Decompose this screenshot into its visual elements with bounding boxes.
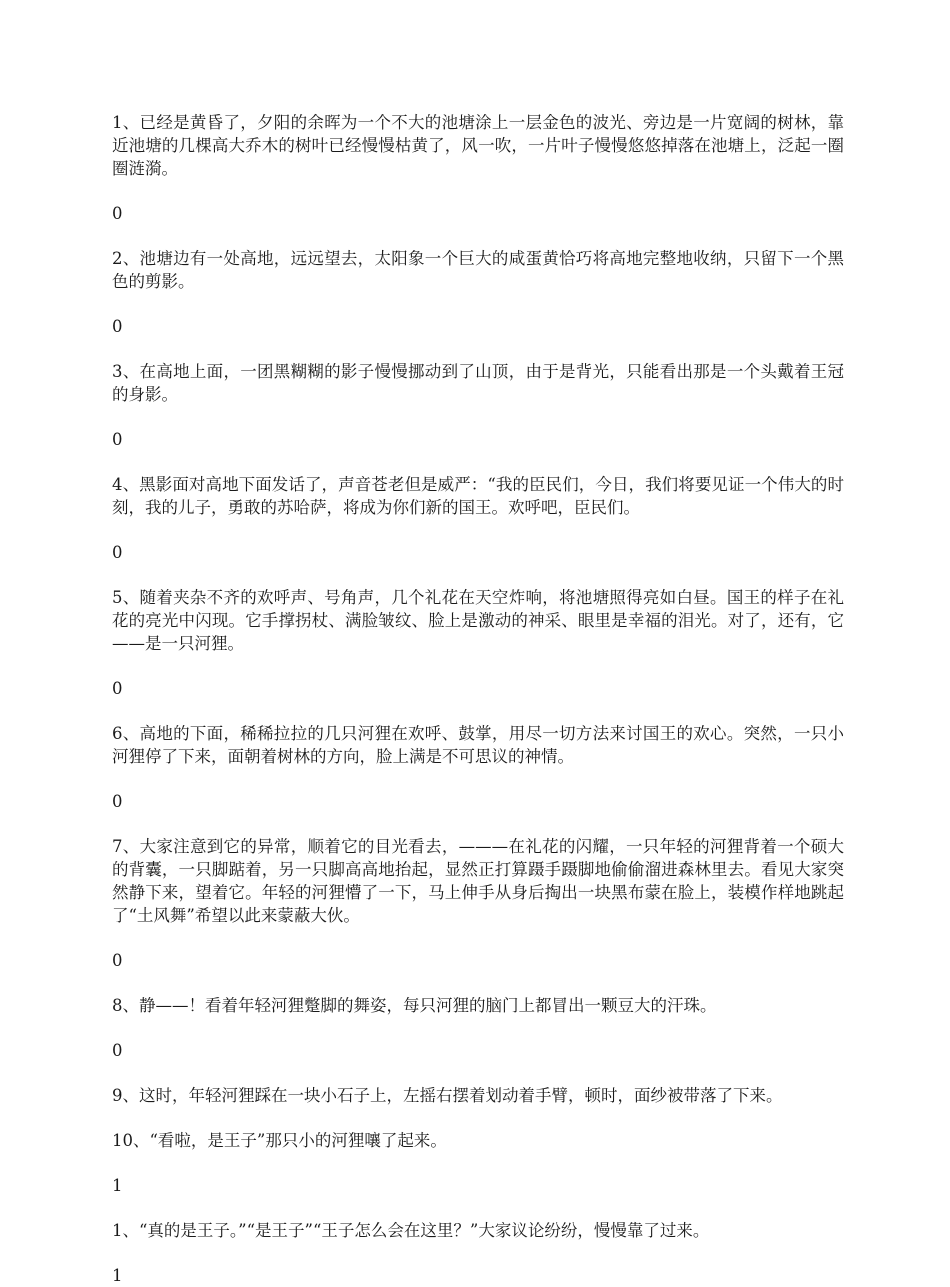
paragraph-number: 0 (112, 317, 123, 336)
document-body (112, 111, 844, 1287)
paragraph-number: 0 (112, 679, 123, 698)
paragraph-9: 9、这时，年轻河狸踩在一块小石子上，左摇右摆着划动着手臂，顿时，面纱被带落了下来。 (112, 1086, 783, 1105)
paragraph-number: 0 (112, 951, 123, 970)
paragraph-2: 2、池塘边有一处高地，远远望去，太阳象一个巨大的咸蛋黄恰巧将高地完整地收纳，只留下一个黑色的剪影。 (112, 249, 844, 291)
paragraph-1: 1、已经是黄昏了，夕阳的余晖为一个不大的池塘涂上一层金色的波光、旁边是一片宽阔的树林，靠近池塘的几棵高大乔木的树叶已经慢慢枯黄了，风一吹，一片叶子慢慢悠悠掉落在池塘上，泛起一圈圈涟漪。 (112, 113, 844, 178)
paragraph-10: 10、“看啦，是王子”那只小的河狸嚷了起来。 (112, 1131, 447, 1150)
paragraph-number: 0 (112, 1041, 123, 1060)
paragraph-6: 6、高地的下面，稀稀拉拉的几只河狸在欢呼、鼓掌，用尽一切方法来讨国王的欢心。突然，一只小河狸停了下来，面朝着树林的方向，脸上满是不可思议的神情。 (112, 724, 844, 766)
paragraph-11: 1、“真的是王子。”“是王子”“王子怎么会在这里？”大家议论纷纷，慢慢靠了过来。 (112, 1221, 710, 1240)
paragraph-number: 1 (112, 1176, 123, 1195)
paragraph-number: 0 (112, 792, 123, 811)
paragraph-7: 7、大家注意到它的异常，顺着它的目光看去，———在礼花的闪耀，一只年轻的河狸背着一个硕大的背囊，一只脚踮着，另一只脚高高地抬起，显然正打算蹑手蹑脚地偷偷溜进森林里去。看见大家突然静下来，望着它。年轻的河狸懵了一下，马上伸手从身后掏出一块黑布蒙在脸上，装模作样地跳起了“土风舞”希望以此来蒙蔽大伙。 (112, 837, 844, 925)
paragraph-8: 8、静——！看着年轻河狸蹩脚的舞姿，每只河狸的脑门上都冒出一颗豆大的汗珠。 (112, 996, 717, 1015)
paragraph-3: 3、在高地上面，一团黑糊糊的影子慢慢挪动到了山顶，由于是背光，只能看出那是一个头戴着王冠的身影。 (112, 362, 844, 404)
paragraph-number: 0 (112, 430, 123, 449)
paragraph-4: 4、黑影面对高地下面发话了，声音苍老但是威严：“我的臣民们，今日，我们将要见证一个伟大的时刻，我的儿子，勇敢的苏哈萨，将成为你们新的国王。欢呼吧，臣民们。 (112, 475, 844, 517)
paragraph-5: 5、随着夹杂不齐的欢呼声、号角声，几个礼花在天空炸响，将池塘照得亮如白昼。国王的样子在礼花的亮光中闪现。它手撑拐杖、满脸皱纹、脸上是激动的神采、眼里是幸福的泪光。对了，还有，它——是一只河狸。 (112, 588, 844, 653)
paragraph-number: 1 (112, 1266, 123, 1285)
paragraph-number: 0 (112, 543, 123, 562)
paragraph-number: 0 (112, 204, 123, 223)
